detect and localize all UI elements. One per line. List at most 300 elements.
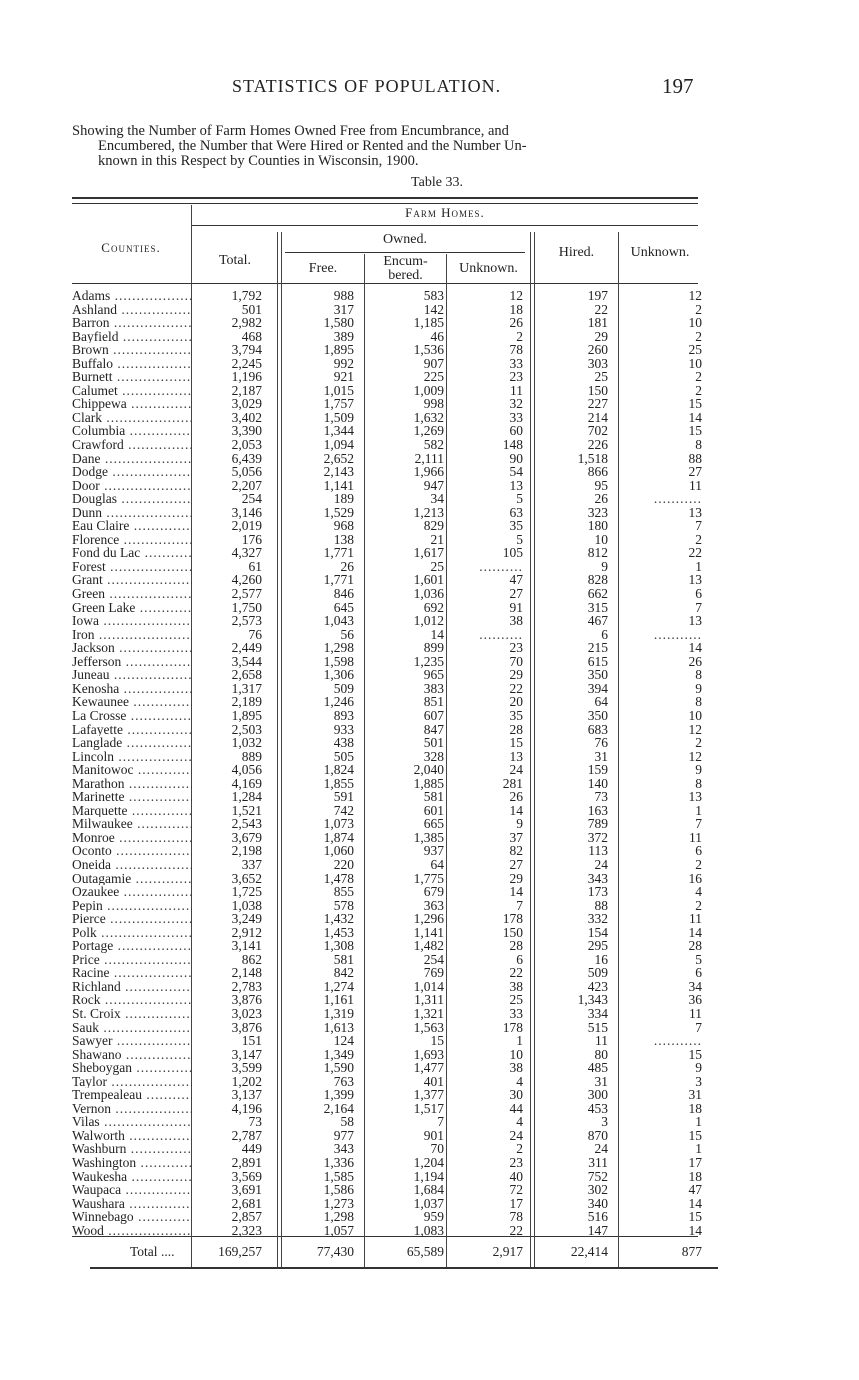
hired-cell: 24 [594,1141,608,1157]
unknown-cell: 88 [688,450,702,466]
hired-cell: 340 [587,1195,608,1211]
total-cell: 1,895 [231,707,262,723]
county-name: Douglas ..... [72,492,192,506]
encumbered-cell: 1,966 [413,464,444,480]
totals-row [72,1244,712,1264]
total-cell: 3,390 [231,423,262,439]
free-cell: 1,319 [323,1005,354,1021]
encumbered-cell: 1,321 [413,1005,444,1021]
free-cell: 509 [333,680,354,696]
top-rule [72,197,698,199]
owned-unknown-cell: 33 [509,1005,523,1021]
hired-cell: 302 [587,1182,608,1198]
county-name: Lincoln ..... [72,750,192,764]
encumbered-cell: 1,517 [413,1100,444,1116]
table-row [72,1224,712,1238]
free-cell: 977 [333,1127,354,1143]
running-head: STATISTICS OF POPULATION. [232,76,502,96]
encumbered-cell: 1,194 [413,1168,444,1184]
table-row [72,966,712,980]
encumbered-cell: 582 [423,437,444,453]
unknown-cell: 15 [688,396,702,412]
unknown-cell: 15 [688,1046,702,1062]
table-row [72,939,712,953]
header-owned-unknown: Unknown. [459,261,518,276]
total-cell: 1,032 [231,735,262,751]
hired-cell: 226 [587,437,608,453]
hired-cell: 752 [587,1168,608,1184]
table-row [72,384,712,398]
total-cell: 3,679 [231,829,262,845]
hired-cell: 6 [601,626,608,642]
hired-cell: 683 [587,721,608,737]
county-name: Ozaukee ..... [72,885,192,899]
encumbered-cell: 937 [423,843,444,859]
hired-cell: 295 [587,938,608,954]
owned-unknown-cell: 37 [509,829,523,845]
county-name: Bayfield ..... [72,330,192,344]
hired-cell: 303 [587,355,608,371]
table-row [72,817,712,831]
header-free: Free. [308,261,338,276]
owned-unknown-cell: 20 [509,694,523,710]
county-name: Dane ..... [72,452,192,466]
encumbered-cell: 64 [430,856,444,872]
owned-unknown-cell: 82 [509,843,523,859]
hired-cell: 372 [587,829,608,845]
owned-unknown-cell: 18 [509,301,523,317]
table-row [72,1021,712,1035]
county-name: Columbia ..... [72,424,192,438]
table-row [72,479,712,493]
encumbered-cell: 70 [430,1141,444,1157]
free-cell: 742 [333,802,354,818]
total-cell: 4,260 [231,572,262,588]
header-hired: Hired. [558,245,595,260]
total-cell: 3,147 [231,1046,262,1062]
total-cell: 2,053 [231,437,262,453]
free-cell: 220 [333,856,354,872]
free-cell: 58 [340,1114,354,1130]
free-cell: 2,143 [323,464,354,480]
free-cell: 1,060 [323,843,354,859]
county-name: Richland ..... [72,980,192,994]
free-cell: 343 [333,1141,354,1157]
owned-unknown-cell: 22 [509,965,523,981]
table-row [72,411,712,425]
hired-cell: 343 [587,870,608,886]
unknown-cell: 14 [688,640,702,656]
encumbered-cell: 1,083 [413,1222,444,1238]
encumbered-cell: 1,204 [413,1155,444,1170]
header-encumbered [365,255,446,283]
header-farm-homes: Farm Homes. [405,205,485,220]
encumbered-cell: 383 [423,680,444,696]
owned-unknown-cell: 17 [509,1195,523,1211]
table-row [72,790,712,804]
total-cell: 2,658 [231,667,262,683]
table-row [72,628,712,642]
total-cell: 2,503 [231,721,262,737]
hired-cell: 25 [594,369,608,385]
unknown-cell: 31 [688,1087,702,1103]
unknown-cell: 1 [695,1141,702,1157]
table-row [72,993,712,1007]
total-cell: 3,402 [231,409,262,425]
county-name: Adams ..... [72,289,192,303]
owned-unknown-cell: 33 [509,355,523,371]
free-cell: 1,273 [323,1195,354,1211]
encumbered-cell: 1,885 [413,775,444,791]
total-cell: 3,137 [231,1087,262,1103]
total-cell: 4,169 [231,775,262,791]
county-name: La Crosse ..... [72,709,192,723]
total-cell: 4,327 [231,545,262,561]
encumbered-cell: 2,040 [413,762,444,778]
table-row [72,397,712,411]
table-row [72,1210,712,1224]
free-cell: 855 [333,884,354,900]
hired-cell: 702 [587,423,608,439]
hired-cell: 113 [588,843,608,859]
owned-unknown-cell: 14 [509,802,523,818]
county-name: Calumet ..... [72,384,192,398]
total-cell: 3,249 [231,911,262,927]
table-row [72,1088,712,1102]
hired-cell: 828 [587,572,608,588]
owned-unknown-cell: 38 [509,613,523,629]
total-cell: 2,543 [231,816,262,832]
encumbered-cell: 46 [430,328,444,344]
totals-encumbered: 65,589 [406,1244,444,1259]
encumbered-cell: 1,775 [413,870,444,886]
hired-cell: 10 [594,531,608,547]
table-row [72,1142,712,1156]
owned-unknown-cell: 23 [509,640,523,656]
encumbered-cell: 998 [423,396,444,412]
owned-unknown-cell: 33 [509,409,523,425]
unknown-cell: 6 [695,965,702,981]
free-cell: 1,399 [323,1087,354,1103]
encumbered-cell: 21 [430,531,444,547]
total-cell: 6,439 [231,450,262,466]
total-cell: 61 [248,558,262,574]
total-cell: 151 [241,1033,262,1049]
totals-owned-unknown: 2,917 [492,1244,523,1259]
encumbered-cell: 851 [423,694,444,710]
unknown-cell: 1 [695,558,702,574]
table-row [72,682,712,696]
table-row [72,736,712,750]
table-row [72,912,712,926]
table-row [72,519,712,533]
totals-free: 77,430 [316,1244,354,1259]
encumbered-cell: 901 [423,1127,444,1143]
encumbered-cell: 1,684 [413,1182,444,1198]
free-cell: 1,298 [323,640,354,656]
unknown-cell: 34 [688,978,702,994]
table-row [72,289,712,303]
owned-unknown-cell: 44 [509,1100,523,1116]
owned-unknown-cell: 9 [516,816,523,832]
owned-unknown-cell: 13 [509,748,523,764]
header-bottom-rule [72,283,698,284]
unknown-cell: ........... [653,626,702,642]
encumbered-cell: 692 [423,599,444,615]
hired-cell: 24 [594,856,608,872]
county-name: Green ..... [72,587,192,601]
free-cell: 1,771 [323,545,354,561]
total-cell: 2,189 [231,694,262,710]
farm-homes-rule [192,225,698,226]
encumbered-cell: 1,563 [413,1019,444,1035]
table-row [72,1048,712,1062]
unknown-cell: 2 [695,328,702,344]
total-cell: 73 [248,1114,262,1130]
table-row [72,546,712,560]
table-row [72,953,712,967]
encumbered-cell: 1,617 [413,545,444,561]
unknown-cell: 3 [695,1073,702,1089]
total-cell: 1,317 [231,680,262,696]
owned-unknown-cell: 26 [509,315,523,331]
county-name: Waushara ..... [72,1197,192,1211]
owned-unknown-cell: 15 [509,735,523,751]
encumbered-cell: 679 [423,884,444,900]
county-name: Marquette ..... [72,804,192,818]
county-name: Fond du Lac ..... [72,546,192,560]
owned-unknown-cell: 32 [509,396,523,412]
unknown-cell: 11 [689,829,702,845]
county-name: Shawano ..... [72,1048,192,1062]
owned-unknown-cell: 70 [509,653,523,669]
encumbered-cell: 7 [437,1114,444,1130]
encumbered-cell: 1,632 [413,409,444,425]
total-cell: 889 [241,748,262,764]
hired-cell: 31 [594,1073,608,1089]
encumbered-cell: 1,296 [413,911,444,927]
unknown-cell: 27 [688,464,702,480]
hired-cell: 227 [587,396,608,412]
total-cell: 1,284 [231,789,262,805]
totals-total: 169,257 [218,1244,262,1259]
county-name: Green Lake ..... [72,601,192,615]
county-name: Sheboygan ..... [72,1061,192,1075]
free-cell: 2,164 [323,1100,354,1116]
totals-hired: 22,414 [570,1244,608,1259]
hired-cell: 615 [587,653,608,669]
county-name: Milwaukee ..... [72,817,192,831]
unknown-cell: 5 [695,951,702,967]
header-owned: Owned. [383,232,427,247]
unknown-cell: 13 [688,504,702,520]
table-row [72,506,712,520]
table-row [72,370,712,384]
hired-cell: 9 [601,558,608,574]
county-name: Dodge ..... [72,465,192,479]
total-cell: 3,544 [231,653,262,669]
free-cell: 124 [333,1033,354,1049]
unknown-cell: 4 [695,884,702,900]
owned-unknown-cell: 7 [516,897,523,913]
free-cell: 1,580 [323,315,354,331]
encumbered-cell: 1,141 [413,924,444,940]
total-cell: 3,794 [231,342,262,358]
county-name: Ashland ..... [72,303,192,317]
owned-unknown-cell: 5 [516,531,523,547]
encumbered-cell: 1,014 [413,978,444,994]
owned-unknown-cell: 12 [509,288,523,303]
unknown-cell: 2 [695,369,702,385]
encumbered-cell: 581 [423,789,444,805]
totals-unknown: 877 [681,1244,702,1259]
table-row [72,492,712,506]
table-row [72,560,712,574]
hired-cell: 260 [587,342,608,358]
unknown-cell: ........... [653,1033,702,1049]
county-name: Burnett ..... [72,370,192,384]
total-cell: 5,056 [231,464,262,480]
table-row [72,303,712,317]
unknown-cell: 8 [695,775,702,791]
county-name: Walworth ..... [72,1129,192,1143]
total-cell: 1,750 [231,599,262,615]
county-name: Lafayette ..... [72,723,192,737]
hired-cell: 73 [594,789,608,805]
total-cell: 449 [241,1141,262,1157]
free-cell: 26 [340,558,354,574]
county-name: Washington ..... [72,1156,192,1170]
county-name: Portage ..... [72,939,192,953]
table-row [72,452,712,466]
county-name: Trempealeau ..... [72,1088,192,1102]
county-name: Racine ..... [72,966,192,980]
owned-unknown-cell: 30 [509,1087,523,1103]
header-total: Total. [218,253,252,268]
unknown-cell: 15 [688,1209,702,1225]
hired-cell: 394 [587,680,608,696]
hired-cell: 26 [594,491,608,507]
hired-cell: 197 [587,288,608,303]
hired-cell: 22 [594,301,608,317]
encumbered-cell: 583 [423,288,444,303]
total-cell: 2,891 [231,1155,262,1170]
hired-cell: 64 [594,694,608,710]
county-name: Clark ..... [72,411,192,425]
total-cell: 2,982 [231,315,262,331]
hired-cell: 350 [587,707,608,723]
hired-cell: 516 [587,1209,608,1225]
hired-cell: 215 [587,640,608,656]
hired-cell: 140 [587,775,608,791]
table-body [72,289,712,1237]
free-cell: 591 [333,789,354,805]
unknown-cell: 22 [688,545,702,561]
unknown-cell: 16 [688,870,702,886]
county-name: Polk ..... [72,926,192,940]
encumbered-cell: 769 [423,965,444,981]
table-row [72,1197,712,1211]
unknown-cell: 2 [695,856,702,872]
total-cell: 2,323 [231,1222,262,1238]
county-name: Waupaca ..... [72,1183,192,1197]
county-name: Buffalo ..... [72,357,192,371]
unknown-cell: 10 [688,707,702,723]
free-cell: 846 [333,586,354,602]
table-row [72,750,712,764]
owned-unknown-cell: 28 [509,938,523,954]
county-name: Langlade ..... [72,736,192,750]
total-cell: 468 [241,328,262,344]
county-name: Vilas ..... [72,1115,192,1129]
total-cell: 862 [241,951,262,967]
owned-unknown-cell: 6 [516,951,523,967]
total-cell: 2,449 [231,640,262,656]
owned-unknown-cell: 27 [509,586,523,602]
unknown-cell: 14 [688,1222,702,1238]
unknown-cell: 47 [688,1182,702,1198]
free-cell: 438 [333,735,354,751]
total-cell: 3,029 [231,396,262,412]
owned-unknown-cell: 22 [509,680,523,696]
unknown-cell: 15 [688,1127,702,1143]
total-cell: 2,573 [231,613,262,629]
unknown-cell: 8 [695,437,702,453]
hired-cell: 76 [594,735,608,751]
hired-cell: 812 [587,545,608,561]
total-cell: 2,019 [231,518,262,534]
total-cell: 254 [241,491,262,507]
encumbered-cell: 1,037 [413,1195,444,1211]
owned-unknown-cell: 27 [509,856,523,872]
county-name: Price ..... [72,953,192,967]
county-name: Marathon ..... [72,777,192,791]
unknown-cell: 7 [695,1019,702,1035]
free-cell: 1,586 [323,1182,354,1198]
hired-cell: 95 [594,477,608,493]
unknown-cell: 18 [688,1168,702,1184]
unknown-cell: 11 [689,911,702,927]
total-cell: 2,207 [231,477,262,493]
header-counties: Counties. [101,240,161,255]
encumbered-cell: 899 [423,640,444,656]
hired-cell: 163 [587,802,608,818]
hired-cell: 159 [587,762,608,778]
owned-unknown-cell: 29 [509,667,523,683]
encumbered-cell: 607 [423,707,444,723]
hired-cell: 1,343 [577,992,608,1008]
owned-unknown-cell: 24 [509,1127,523,1143]
encumbered-cell: 847 [423,721,444,737]
table-row [72,614,712,628]
free-cell: 189 [333,491,354,507]
unknown-cell: 1 [695,802,702,818]
unknown-cell: 26 [688,653,702,669]
free-cell: 317 [333,301,354,317]
hired-cell: 662 [587,586,608,602]
table-row [72,533,712,547]
county-name: Iowa ..... [72,614,192,628]
owned-unknown-cell: 150 [502,924,523,940]
county-name: Jefferson ..... [72,655,192,669]
hired-cell: 515 [587,1019,608,1035]
caption-line-3: known in this Respect by Counties in Wisconsin, 1900. [98,153,419,169]
hired-cell: 80 [594,1046,608,1062]
free-cell: 1,824 [323,762,354,778]
unknown-cell: 2 [695,897,702,913]
encumbered-cell: 1,213 [413,504,444,520]
table-row [72,980,712,994]
